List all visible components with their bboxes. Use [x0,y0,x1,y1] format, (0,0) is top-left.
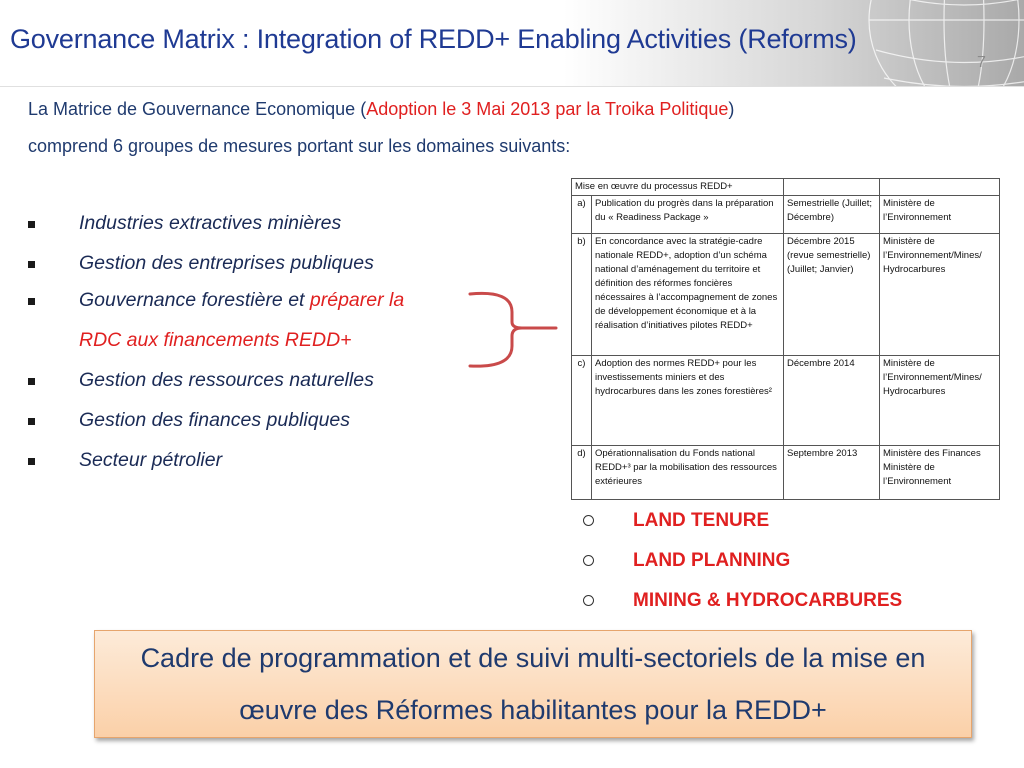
square-bullet-icon [28,221,35,228]
brace-connector-icon [460,288,560,372]
slide-number: 7 [977,54,986,71]
page-title: Governance Matrix : Integration of REDD+ Enabling Activities (Reforms) [10,24,857,54]
circle-bullet-icon [583,595,594,606]
callout-box [94,630,972,738]
intro-highlight: Adoption le 3 Mai 2013 par la Troika Politique [366,99,729,119]
table-row: c) Adoption des normes REDD+ pour les investissements miniers et des hydrocarbures dans les zones forestières² Décembre 2014 Ministère de l’Environnement/Mines/ Hydrocarbures [572,356,1000,446]
slide-header [0,0,1024,87]
circle-bullet-icon [583,555,594,566]
table-row: d) Opérationnalisation du Fonds national REDD+³ par la mobilisation des ressources extérieures Septembre 2013 Ministère des Finances Ministère de l’Environnement [572,446,1000,500]
circle-bullet-icon [583,515,594,526]
callout-text: Cadre de programmation et de suivi multi-sectoriels de la mise en œuvre des Réformes habilitantes pour la REDD+ [140,643,926,725]
table-header-row [572,179,1000,196]
table-row: a) Publication du progrès dans la préparation du « Readiness Package » Semestrielle (Juillet; Décembre) Ministère de l’Environnement [572,196,1000,234]
reform-table [571,178,1000,500]
square-bullet-icon [28,261,35,268]
square-bullet-icon [28,298,35,305]
intro-line-1: La Matrice de Gouvernance Economique (Adoption le 3 Mai 2013 par la Troika Politique) [28,99,735,119]
table-header-cell: Mise en œuvre du processus REDD+ [572,179,784,196]
intro-line-2: comprend 6 groupes de mesures portant sur les domaines suivants: [28,136,571,156]
table-row: b) En concordance avec la stratégie-cadre nationale REDD+, adoption d’un schéma national d’aménagement du territoire et définition des réformes foncières nécessaires à l’accompagnement de zones de développement économique et à la réalisation d’initiatives pilotes REDD+ Décembre 2015 (revue semestrielle) (Juillet; Janvier) Ministère de l’Environnement/Mines/ Hydrocarbures [572,234,1000,356]
square-bullet-icon [28,418,35,425]
square-bullet-icon [28,458,35,465]
list-item-continuation: RDC aux financements REDD+ [79,329,352,351]
square-bullet-icon [28,378,35,385]
